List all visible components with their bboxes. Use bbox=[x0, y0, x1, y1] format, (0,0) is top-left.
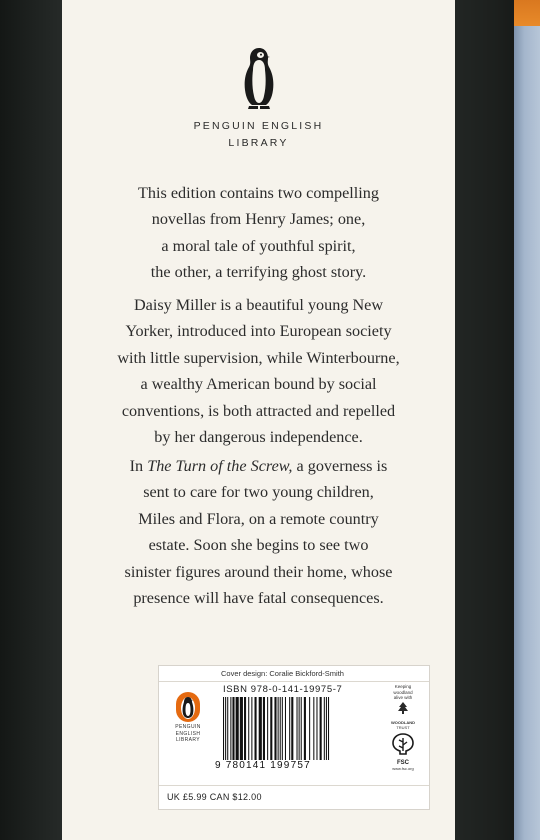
blurb-line: sent to care for two young children, bbox=[143, 483, 374, 502]
blurb-line: Daisy Miller is a beautiful young New bbox=[133, 296, 384, 314]
barcode-bar bbox=[259, 697, 262, 763]
blurb-line: sinister figures around their home, whose bbox=[124, 562, 393, 581]
woodland-note-line: Keeping bbox=[394, 684, 412, 689]
barcode-bar bbox=[285, 697, 286, 763]
imprint-line-1: PENGUIN ENGLISH bbox=[193, 120, 324, 132]
woodland-fsc-logos bbox=[381, 684, 425, 771]
barcode-bar bbox=[304, 697, 306, 763]
barcode-bar bbox=[309, 697, 310, 763]
barcode-bar bbox=[240, 697, 243, 763]
penguin-logo bbox=[62, 46, 455, 110]
blurb-text: In bbox=[129, 457, 148, 475]
blurb-line: a moral tale of youthful spirit, bbox=[161, 236, 356, 255]
barcode-bar bbox=[267, 697, 268, 763]
barcode-bar bbox=[248, 697, 249, 763]
barcode-bar bbox=[299, 697, 300, 763]
blurb-line: a wealthy American bound by social bbox=[140, 375, 377, 394]
barcode-bar bbox=[230, 697, 231, 763]
barcode-panel bbox=[158, 665, 430, 810]
mini-imprint bbox=[159, 724, 217, 744]
barcode-bar bbox=[225, 697, 226, 763]
barcode-icon bbox=[221, 697, 371, 763]
imprint-line-2: LIBRARY bbox=[228, 137, 289, 149]
woodland-note bbox=[381, 684, 425, 701]
barcode-bar bbox=[320, 697, 322, 763]
barcode-bar bbox=[270, 697, 272, 763]
blurb-line bbox=[90, 453, 427, 479]
barcode-bar bbox=[324, 697, 325, 763]
fsc-tree-icon bbox=[390, 733, 416, 755]
imprint-name bbox=[62, 118, 455, 152]
barcode-bar bbox=[313, 697, 314, 763]
book-title: The Turn of the Screw, bbox=[147, 457, 293, 475]
penguin-logo-icon bbox=[176, 692, 200, 722]
page-edge-orange bbox=[514, 0, 540, 26]
right-spine-edge bbox=[455, 0, 515, 840]
mini-imprint-line: LIBRARY bbox=[175, 737, 201, 743]
fsc-label: FSC bbox=[397, 759, 409, 766]
page-edge-blue bbox=[514, 0, 540, 840]
blurb-line: by her dangerous independence. bbox=[154, 428, 363, 447]
blurb-line: with little supervision, while Winterbourne, bbox=[117, 348, 400, 367]
barcode-bar bbox=[223, 697, 224, 763]
barcode-bar bbox=[251, 697, 252, 763]
barcode-bar bbox=[282, 697, 283, 763]
blurb-line: the other, a terrifying ghost story. bbox=[150, 263, 367, 282]
barcode-bar bbox=[274, 697, 276, 763]
blurb-paragraph-1 bbox=[90, 180, 427, 286]
left-spine-edge bbox=[0, 0, 62, 840]
mini-imprint-line: ENGLISH bbox=[175, 730, 201, 737]
woodland-trust-icon bbox=[393, 701, 413, 715]
barcode-bar bbox=[280, 697, 281, 763]
woodland-note-line: woodland bbox=[393, 689, 413, 695]
barcode-bar bbox=[301, 697, 302, 763]
blurb-text: a governess is bbox=[292, 457, 388, 475]
price-line: UK £5.99 CAN $12.00 bbox=[159, 785, 429, 809]
cover-design-credit: Cover design: Coralie Bickford-Smith bbox=[159, 666, 429, 682]
back-cover bbox=[62, 0, 455, 840]
barcode-bar bbox=[236, 697, 239, 763]
penguin-logo-icon bbox=[241, 46, 277, 110]
woodland-sub: TRUST bbox=[396, 724, 410, 730]
barcode-bar bbox=[297, 697, 298, 763]
blurb-line: novellas from Henry James; one, bbox=[151, 210, 366, 229]
barcode-digits: 9 780141 199757 bbox=[215, 760, 385, 771]
blurb-line: estate. Soon she begins to see two bbox=[148, 536, 369, 555]
blurb-line: This edition contains two compelling bbox=[138, 184, 379, 202]
blurb-paragraph-3 bbox=[90, 453, 427, 611]
barcode-bar bbox=[289, 697, 290, 763]
blurb-line: Yorker, introduced into European society bbox=[125, 322, 392, 341]
fsc-url: www.fsc.org bbox=[392, 765, 414, 771]
barcode-bar bbox=[232, 697, 234, 763]
woodland-note-line: alive with bbox=[393, 695, 413, 700]
isbn-number: ISBN 978-0-141-19975-7 bbox=[223, 684, 343, 695]
mini-imprint-line: PENGUIN bbox=[175, 724, 201, 730]
blurb-paragraph-2 bbox=[90, 292, 427, 450]
barcode-bar bbox=[316, 697, 317, 763]
barcode-bar bbox=[255, 697, 257, 763]
barcode-bar bbox=[278, 697, 279, 763]
barcode-bar bbox=[326, 697, 327, 763]
blurb-line: presence will have fatal consequences. bbox=[133, 589, 384, 608]
barcode-bar bbox=[328, 697, 329, 763]
blurb-line: Miles and Flora, on a remote country bbox=[138, 509, 379, 528]
blurb-line: conventions, is both attracted and repelled bbox=[121, 401, 396, 420]
mini-penguin-logo bbox=[165, 692, 211, 727]
barcode-bar bbox=[291, 697, 293, 763]
barcode-bar bbox=[244, 697, 246, 763]
barcode-bar bbox=[227, 697, 228, 763]
woodland-label: WOODLAND bbox=[391, 719, 415, 725]
barcode-bar bbox=[263, 697, 265, 763]
